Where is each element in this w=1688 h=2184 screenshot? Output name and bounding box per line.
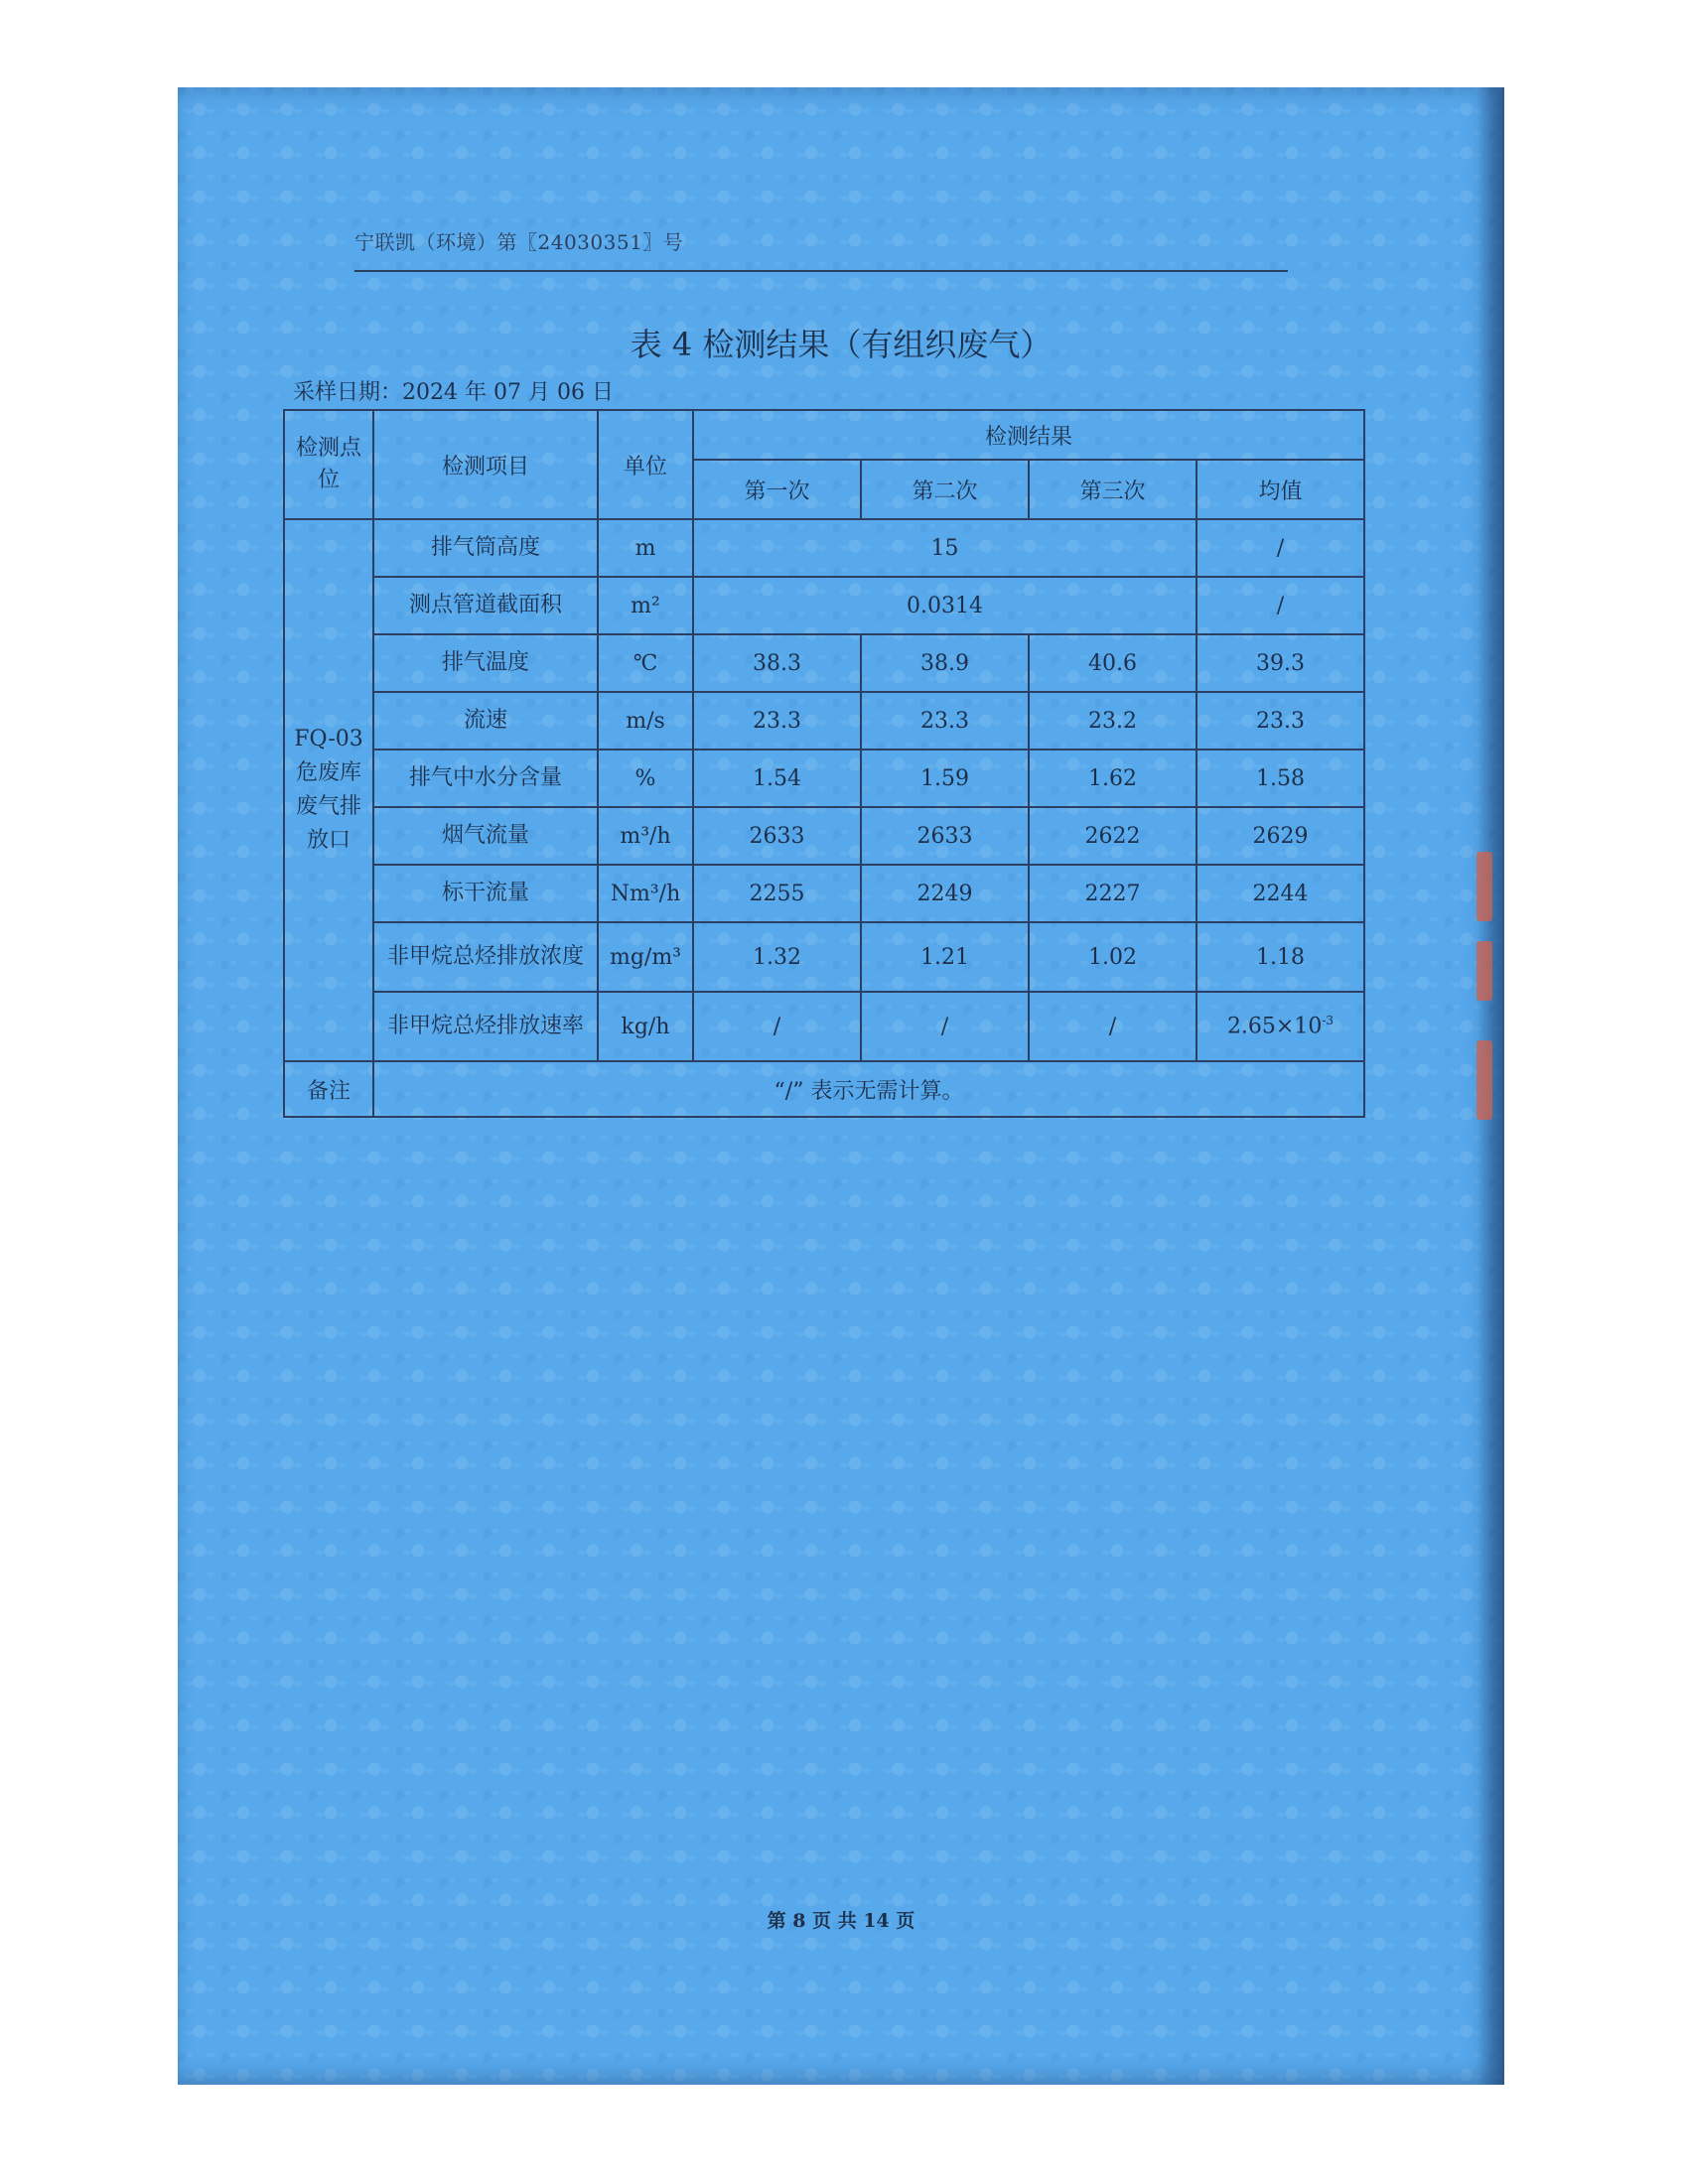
mean-cell xyxy=(1196,992,1364,1061)
value-cell: 1.59 xyxy=(861,750,1029,807)
mean-cell: 1.58 xyxy=(1196,750,1364,807)
header-unit: 单位 xyxy=(598,410,693,519)
mean-cell: / xyxy=(1196,519,1364,577)
value-cell: 2249 xyxy=(861,865,1029,922)
item-cell: 测点管道截面积 xyxy=(373,577,598,634)
mean-cell: 2629 xyxy=(1196,807,1364,865)
table-row xyxy=(284,992,1364,1061)
unit-cell: m/s xyxy=(598,692,693,750)
mean-cell: 2244 xyxy=(1196,865,1364,922)
mean-cell: 23.3 xyxy=(1196,692,1364,750)
header-results: 检测结果 xyxy=(693,410,1364,460)
header-third: 第三次 xyxy=(1029,460,1196,519)
value-cell: 1.62 xyxy=(1029,750,1196,807)
note-row xyxy=(284,1061,1364,1117)
value-cell: 38.3 xyxy=(693,634,861,692)
header-mean: 均值 xyxy=(1196,460,1364,519)
value-cell: 38.9 xyxy=(861,634,1029,692)
header-first: 第一次 xyxy=(693,460,861,519)
unit-cell: % xyxy=(598,750,693,807)
table-row xyxy=(284,750,1364,807)
value-cell: 1.02 xyxy=(1029,922,1196,992)
red-stamp-edge xyxy=(1477,1040,1492,1120)
value-cell: 40.6 xyxy=(1029,634,1196,692)
item-cell: 流速 xyxy=(373,692,598,750)
merged-value-cell: 15 xyxy=(693,519,1196,577)
sample-date: 采样日期：2024 年 07 月 06 日 xyxy=(293,380,614,405)
value-cell: / xyxy=(1029,992,1196,1061)
value-cell: 23.2 xyxy=(1029,692,1196,750)
value-cell: 1.54 xyxy=(693,750,861,807)
note-text: “/” 表示无需计算。 xyxy=(373,1061,1364,1117)
item-cell: 非甲烷总烃排放速率 xyxy=(373,992,598,1061)
mean-exponent: -3 xyxy=(1322,1014,1335,1028)
value-cell: 2633 xyxy=(693,807,861,865)
mean-base-value: 2.65×10 xyxy=(1226,1014,1323,1039)
red-stamp-edge xyxy=(1477,941,1492,1001)
table-row xyxy=(284,807,1364,865)
merged-value-cell: 0.0314 xyxy=(693,577,1196,634)
red-stamp-edge xyxy=(1477,852,1492,921)
table-header-row xyxy=(284,410,1364,460)
item-cell: 标干流量 xyxy=(373,865,598,922)
mean-cell: 1.18 xyxy=(1196,922,1364,992)
value-cell: 2255 xyxy=(693,865,861,922)
mean-cell: / xyxy=(1196,577,1364,634)
header-item: 检测项目 xyxy=(373,410,598,519)
header-divider xyxy=(354,270,1288,272)
table-row xyxy=(284,519,1364,577)
document-sheet xyxy=(178,87,1504,2085)
table-row xyxy=(284,922,1364,992)
value-cell: 23.3 xyxy=(861,692,1029,750)
unit-cell: m² xyxy=(598,577,693,634)
unit-cell: m xyxy=(598,519,693,577)
unit-cell: kg/h xyxy=(598,992,693,1061)
header-second: 第二次 xyxy=(861,460,1029,519)
unit-cell: Nm³/h xyxy=(598,865,693,922)
item-cell: 排气温度 xyxy=(373,634,598,692)
unit-cell: m³/h xyxy=(598,807,693,865)
mean-cell: 39.3 xyxy=(1196,634,1364,692)
header-site: 检测点位 xyxy=(284,410,373,519)
value-cell: / xyxy=(861,992,1029,1061)
item-cell: 排气中水分含量 xyxy=(373,750,598,807)
table-row xyxy=(284,692,1364,750)
table-row xyxy=(284,634,1364,692)
table-row xyxy=(284,577,1364,634)
results-table xyxy=(283,409,1365,1118)
note-label: 备注 xyxy=(284,1061,373,1117)
value-cell: / xyxy=(693,992,861,1061)
page-title: 表 4 检测结果（有组织废气） xyxy=(630,326,1053,363)
report-reference-number: 宁联凯（环境）第〖24030351〗号 xyxy=(354,230,684,254)
item-cell: 非甲烷总烃排放浓度 xyxy=(373,922,598,992)
unit-cell: ℃ xyxy=(598,634,693,692)
unit-cell: mg/m³ xyxy=(598,922,693,992)
item-cell: 排气筒高度 xyxy=(373,519,598,577)
value-cell: 2633 xyxy=(861,807,1029,865)
value-cell: 23.3 xyxy=(693,692,861,750)
site-cell: FQ-03危废库废气排放口 xyxy=(284,519,373,1061)
item-cell: 烟气流量 xyxy=(373,807,598,865)
value-cell: 2622 xyxy=(1029,807,1196,865)
value-cell: 1.21 xyxy=(861,922,1029,992)
value-cell: 1.32 xyxy=(693,922,861,992)
table-row xyxy=(284,865,1364,922)
value-cell: 2227 xyxy=(1029,865,1196,922)
page-number: 第 8 页 共 14 页 xyxy=(767,1910,915,1932)
